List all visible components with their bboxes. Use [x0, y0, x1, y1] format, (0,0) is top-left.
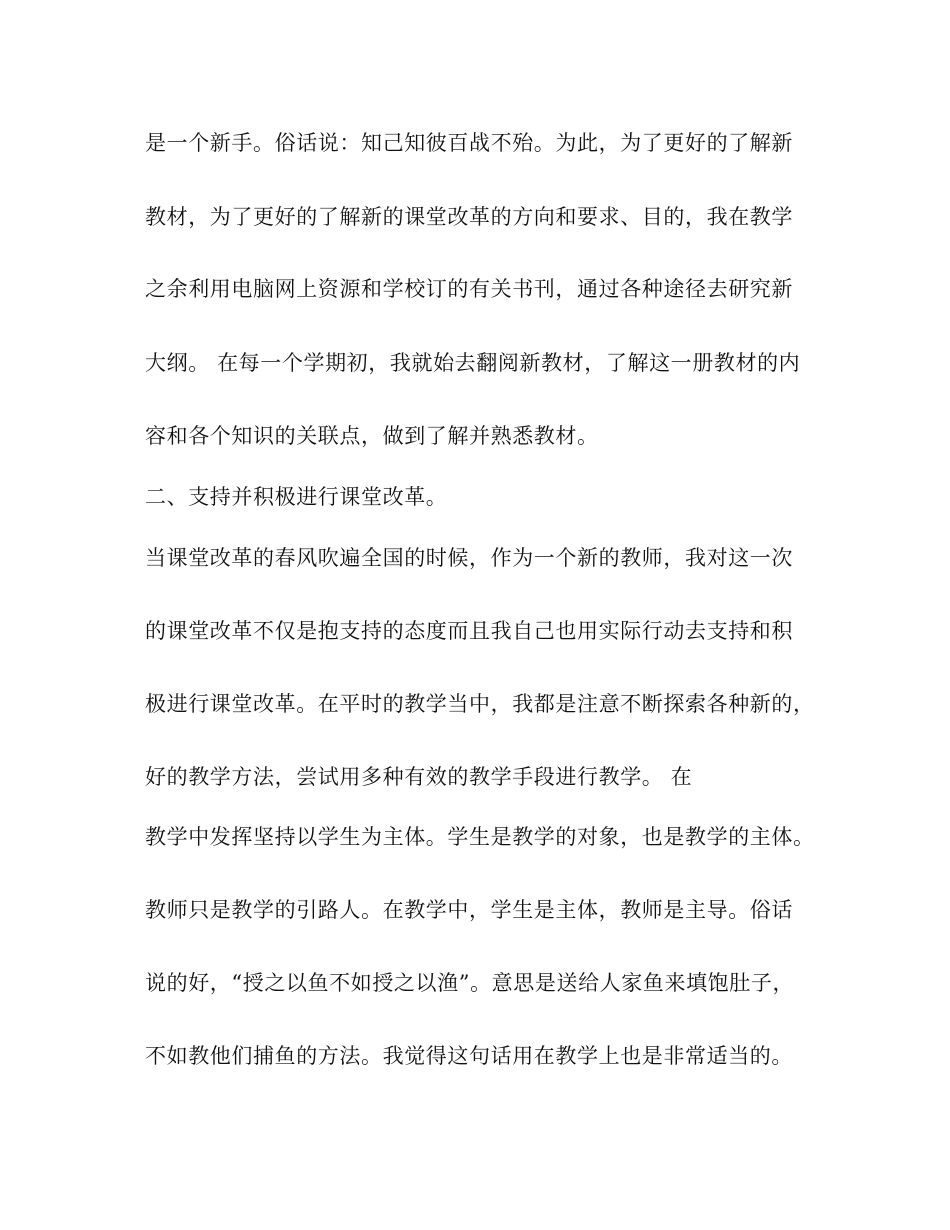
- paragraph-line-6: 当课堂改革的春风吹遍全国的时候，作为一个新的教师，我对这一次: [145, 546, 793, 570]
- paragraph-line-11: 教师只是教学的引路人。在教学中，学生是主体，教师是主导。俗话: [145, 898, 793, 922]
- paragraph-line-9: 好的教学方法，尝试用多种有效的教学手段进行教学。 在: [145, 765, 693, 789]
- paragraph-line-10: 教学中发挥坚持以学生为主体。学生是教学的对象，也是教学的主体。: [145, 825, 815, 849]
- paragraph-line-13: 不如教他们捕鱼的方法。我觉得这句话用在教学上也是非常适当的。: [145, 1044, 793, 1068]
- paragraph-line-2: 教材，为了更好的了解新的课堂改革的方向和要求、目的，我在教学: [145, 205, 793, 229]
- paragraph-line-1: 是一个新手。俗话说：知己知彼百战不殆。为此，为了更好的了解新: [145, 131, 793, 155]
- section-heading: 二、支持并积极进行课堂改革。: [145, 485, 448, 509]
- paragraph-line-3: 之余利用电脑网上资源和学校订的有关书刊，通过各种途径去研究新: [145, 277, 793, 301]
- paragraph-line-7: 的课堂改革不仅是抱支持的态度而且我自己也用实际行动去支持和积: [145, 619, 793, 643]
- paragraph-line-12: 说的好，“授之以鱼不如授之以渔”。意思是送给人家鱼来填饱肚子，: [145, 971, 795, 995]
- paragraph-line-5: 容和各个知识的关联点，做到了解并熟悉教材。: [145, 424, 599, 448]
- paragraph-line-4: 大纲。 在每一个学期初，我就始去翻阅新教材，了解这一册教材的内: [145, 351, 801, 375]
- paragraph-line-8: 极进行课堂改革。在平时的教学当中，我都是注意不断探索各种新的，: [145, 692, 815, 716]
